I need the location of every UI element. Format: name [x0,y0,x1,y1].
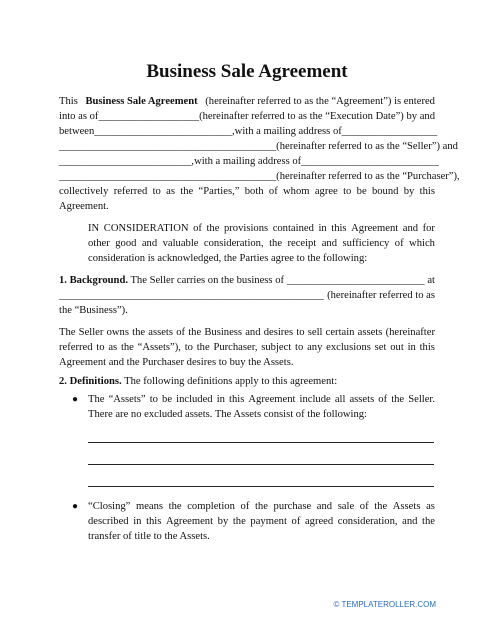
fill-in-line [88,442,434,443]
consideration-word: which [409,238,435,249]
assets-word: assets [357,327,383,338]
assets-word: to [184,342,193,353]
consideration-word: valuable [162,238,199,249]
fill-in-line [88,464,434,465]
definition-word: included [176,394,213,405]
assets-word: of [176,327,186,338]
assets-word: and [245,327,261,338]
intro-word: whom [283,186,310,197]
definition-word: be [162,394,173,405]
assets-word: referred [59,342,93,353]
definition-word: and [402,516,418,527]
consideration-word: consideration, [203,238,264,249]
background-text: (hereinafter referred to as [327,290,435,301]
assets-definition-line-2: There are no excluded assets. The Assets consist of the following: [88,409,368,420]
consideration-word: of [193,223,202,234]
definition-word: The [88,394,105,405]
definition-word: include [299,394,331,405]
definition-word: purchase [273,501,312,512]
consideration-word: good [115,238,137,249]
consideration-line-2 [88,237,435,251]
definition-word: to [149,394,158,405]
definition-word: payment [250,516,287,527]
intro-word: of [268,186,278,197]
assets-word: Purchaser, [213,342,258,353]
consideration-line-3: consideration is acknowledged, the Parties agree to the following: [88,253,368,264]
consideration-word: sufficiency [342,238,390,249]
intro-word: to [152,186,161,197]
intro-word: to [343,186,352,197]
definition-word: Agreement [248,394,296,405]
definition-word: by [217,516,229,527]
intro-line-4 [59,140,458,154]
consideration-word: receipt [287,238,317,249]
assets-word: as [108,342,118,353]
definition-word: the [254,501,268,512]
assets-word: exclusions [326,342,371,353]
fill-in-line [88,486,434,487]
consideration-word: and [321,238,338,249]
assets-word: to [295,342,304,353]
seller-address-blank: __________________ [341,126,438,137]
assets-word: the [196,342,210,353]
assets-definition-line-1 [88,393,435,407]
definition-word: all [334,394,346,405]
definition-word: Agreement [165,516,214,527]
consideration-line-1 [88,222,435,236]
definition-word: Seller. [408,394,435,405]
definition-word: the [168,501,182,512]
closing-definition-line-1 [88,500,435,514]
assets-word: Business [204,327,243,338]
consideration-word: IN [88,223,100,234]
bullet-icon: ● [72,394,79,405]
definition-word: the [422,516,435,527]
closing-definition-line-3: transfer of title to the Assets. [88,531,210,542]
definitions-text: The following definitions apply to this agreement: [124,376,338,387]
assets-word: to [96,342,105,353]
definition-word: the [391,394,405,405]
intro-word: the [180,186,194,197]
definition-word: of [359,501,369,512]
intro-word: by [403,186,415,197]
definition-word: described [88,516,129,527]
business-name-blank: __________________________ [286,275,425,286]
closing-definition-line-2 [88,515,435,529]
assets-word: “Assets”), [137,342,181,353]
assets-word: set [374,342,387,353]
intro-word: bound [371,186,399,197]
definition-word: in [216,394,225,405]
consideration-word: other [88,238,110,249]
execution-date-blank: ___________________ [98,111,200,122]
consideration-word: in [318,223,327,234]
consideration-word: the [269,238,283,249]
business-address-blank: __________________________________________________ [59,290,324,301]
purchaser-name-blank: _________________________, [59,156,195,167]
assets-word: Seller [78,327,104,338]
definition-word: “Closing” [88,501,131,512]
intro-text: with a mailing address of [234,126,342,137]
intro-word: collectively [59,186,109,197]
definition-word: of [378,394,388,405]
assets-word: subject [261,342,292,353]
assets-word: the [120,342,134,353]
definition-word: “Assets” [108,394,146,405]
intro-text: (hereinafter referred to as the “Purchaser”), [276,171,460,182]
intro-word: agree [314,186,338,197]
definition-word: the [232,516,246,527]
background-text: at [427,275,435,286]
intro-word: as [166,186,175,197]
background-line-3: the “Business”). [59,305,128,316]
definition-word: in [133,516,142,527]
assets-word: owns [106,327,129,338]
definitions-heading: 2. Definitions. [59,376,122,387]
assets-word: (hereinafter [385,327,435,338]
assets-word: The [59,327,76,338]
consideration-word: contained [272,223,314,234]
definition-word: means [135,501,164,512]
assets-word: in [407,342,416,353]
consideration-word: Agreement [351,223,399,234]
assets-word: assets [148,327,173,338]
intro-word: “Parties,” [198,186,240,197]
purchaser-address-blank: __________________________ [301,156,439,167]
definition-word: this [146,516,162,527]
assets-line-1 [59,326,435,340]
assets-line-2 [59,341,435,355]
definition-word: agreed [304,516,334,527]
consideration-word: provisions [223,223,269,234]
purchaser-address-blank: _________________________________________ [59,171,277,182]
intro-text: into as of [59,111,99,122]
intro-word: both [244,186,264,197]
consideration-word: this [331,223,347,234]
intro-line-2 [59,110,435,124]
seller-name-blank: __________________________, [94,126,235,137]
definition-word: and [316,501,333,512]
intro-line-5 [59,155,439,169]
consideration-word: and [402,223,419,234]
intro-line-3 [59,125,438,139]
assets-word: desires [263,327,294,338]
intro-text: (hereinafter referred to as the “Agreement”) is entered [205,96,435,107]
background-lead [59,274,284,288]
definition-word: assets [349,394,375,405]
definition-word: Assets [392,501,421,512]
definition-word: consideration, [337,516,398,527]
intro-word: be [356,186,367,197]
definition-word: of [291,516,301,527]
document-title: Business Sale Agreement [146,61,348,82]
intro-text: (hereinafter referred to as the “Seller”) and [276,141,458,152]
copyright-icon: © [333,600,340,609]
consideration-word: CONSIDERATION [103,223,189,234]
intro-line-7 [59,185,435,199]
assets-word: any [307,342,323,353]
seller-address-blank: _________________________________________ [59,141,277,152]
footer-link[interactable] [334,600,436,610]
assets-word: out [390,342,404,353]
agreement-name: Business Sale Agreement [85,96,198,107]
assets-word: this [419,342,435,353]
definition-word: as [426,501,435,512]
background-line-2 [59,289,435,303]
definition-word: sale [337,501,355,512]
intro-word: This [59,96,78,107]
consideration-word: of [394,238,404,249]
background-line-1 [59,274,435,288]
intro-text: between [59,126,95,137]
intro-text: with a mailing address of [194,156,302,167]
consideration-word: and [141,238,158,249]
definition-word: of [240,501,250,512]
assets-word: sell [307,327,323,338]
intro-word: referred [113,186,148,197]
footer-site: TEMPLATEROLLER.COM [341,600,436,609]
assets-word: certain [325,327,355,338]
definition-word: this [229,394,245,405]
bullet-icon: ● [72,501,79,512]
background-heading: 1. Background. [59,275,128,286]
consideration-word: for [422,223,435,234]
background-text: The Seller carries on the business of [130,275,285,286]
definition-word: the [374,501,388,512]
assets-word: the [132,327,146,338]
assets-word: to [296,327,305,338]
intro-line-1 [59,95,435,109]
definitions-line [59,375,337,389]
definition-word: completion [187,501,235,512]
intro-line-8: Agreement. [59,201,109,212]
assets-line-3: Agreement and the Purchaser desires to buy the Assets. [59,357,294,368]
intro-line-6 [59,170,460,184]
intro-word: this [419,186,435,197]
consideration-word: the [206,223,220,234]
assets-word: the [188,327,202,338]
intro-text: (hereinafter referred to as the “Execution Date”) by and [199,111,435,122]
